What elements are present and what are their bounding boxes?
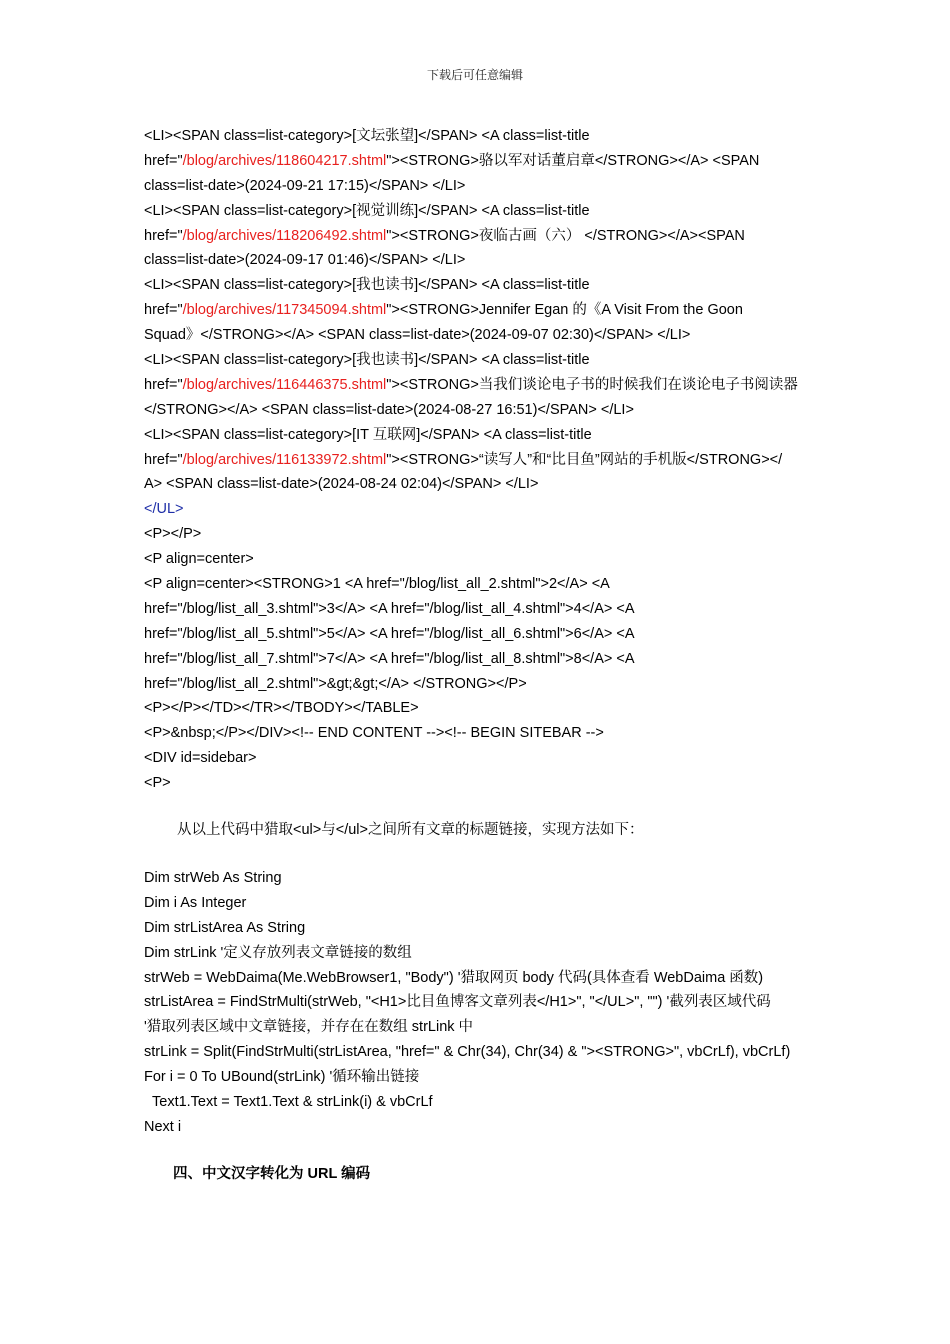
code-text: href=" [144,152,183,169]
code-line [144,298,824,323]
code-text: class=list-date>(2024-09-17 01:46)</SPAN> </LI> [144,252,466,269]
code-line [144,398,824,423]
code-line [144,721,824,746]
intro-paragraph: 从以上代码中猎取<ul>与</ul>之间所有文章的标题链接，实现方法如下： [177,822,644,838]
code-line [144,373,824,398]
section-heading: 四、中文汉字转化为 URL 编码 [173,1166,371,1182]
code-line [144,124,824,149]
code-text: "><STRONG>骆以军对话董启章</STRONG></A> <SPAN [386,152,760,169]
code-text: <LI><SPAN class=list-category>[IT 互联网]</SPAN> <A class=list-title [144,426,592,443]
vb-code-line: strLink = Split(FindStrMulti(strListArea, "href=" & Chr(34), Chr(34) & "><STRONG>", vbCrLf), vbCrLf) [144,1044,791,1061]
code-line [144,771,824,796]
code-line [144,323,824,348]
code-text: <LI><SPAN class=list-category>[我也读书]</SPAN> <A class=list-title [144,352,590,369]
code-text: "><STRONG>Jennifer Egan 的《A Visit From the Goon [386,302,743,319]
code-line [144,273,824,298]
code-text: href="/blog/list_all_7.shtml">7</A> <A href="/blog/list_all_8.shtml">8</A> <A [144,650,635,667]
code-text: <DIV id=sidebar> [144,750,257,767]
code-text: "><STRONG>“读写人”和“比目鱼”网站的手机版</STRONG></ [386,451,783,468]
code-text: <P align=center><STRONG>1 <A href="/blog/list_all_2.shtml">2</A> <A [144,576,610,593]
html-code-listing [144,124,824,796]
code-line [144,597,824,622]
code-text: <P> [144,775,171,792]
code-text: href="/blog/list_all_2.shtml">&gt;&gt;</A> </STRONG></P> [144,675,527,692]
vb-code-line: Dim strListArea As String [144,919,306,936]
code-line [144,472,824,497]
code-line [144,622,824,647]
code-text: </UL> [144,501,184,518]
code-line [144,149,824,174]
code-text: <LI><SPAN class=list-category>[文坛张望]</SPAN> <A class=list-title [144,128,590,144]
code-text: "><STRONG>当我们谈论电子书的时候我们在谈论电子书阅读器 [386,376,798,393]
code-link-url: /blog/archives/117345094.shtml [182,302,387,319]
code-text: <P align=center> [144,551,254,568]
code-line [144,348,824,373]
vb-code-line: Next i [144,1118,182,1135]
vb-code-line: Text1.Text = Text1.Text & strLink(i) & vbCrLf [152,1094,433,1111]
code-text: class=list-date>(2024-09-21 17:15)</SPAN> </LI> [144,177,466,194]
code-text: <LI><SPAN class=list-category>[我也读书]</SPAN> <A class=list-title [144,277,590,294]
code-link-url: /blog/archives/118206492.shtml [182,227,387,244]
vb-code-line: Dim i As Integer [144,894,247,911]
code-text: href=" [144,227,183,244]
code-line [144,746,824,771]
code-text: Squad》</STRONG></A> <SPAN class=list-date>(2024-09-07 02:30)</SPAN> </LI> [144,327,691,344]
code-line [144,199,824,224]
code-text: </STRONG></A> <SPAN class=list-date>(2024-08-27 16:51)</SPAN> </LI> [144,401,634,418]
code-line [144,672,824,697]
code-line [144,174,824,199]
code-link-url: /blog/archives/116446375.shtml [182,376,387,393]
code-line [144,522,824,547]
code-line [144,224,824,249]
code-line [144,248,824,273]
code-line [144,647,824,672]
code-text: href=" [144,302,183,319]
vb-code-line: Dim strLink '定义存放列表文章链接的数组 [144,944,412,961]
code-text: A> <SPAN class=list-date>(2024-08-24 02:04)</SPAN> </LI> [144,476,539,493]
code-text: <P>&nbsp;</P></DIV><!-- END CONTENT --><!-- BEGIN SITEBAR --> [144,725,604,742]
code-line [144,696,824,721]
vb-code-line: strWeb = WebDaima(Me.WebBrowser1, "Body") '猎取网页 body 代码(具体查看 WebDaima 函数) [144,969,764,986]
code-text: href=" [144,376,183,393]
vb-code-line: strListArea = FindStrMulti(strWeb, "<H1>比目鱼博客文章列表</H1>", "</UL>", "") '截列表区域代码 [144,994,771,1011]
code-text: href="/blog/list_all_3.shtml">3</A> <A href="/blog/list_all_4.shtml">4</A> <A [144,600,635,617]
vb-code-line: For i = 0 To UBound(strLink) '循环输出链接 [144,1069,420,1086]
code-line [144,572,824,597]
code-text: <LI><SPAN class=list-category>[视觉训练]</SPAN> <A class=list-title [144,202,590,219]
page-header-note: 下载后可任意编辑 [426,68,523,82]
vb-code-line: '猎取列表区域中文章链接，并存在在数组 strLink 中 [144,1019,474,1036]
code-text: href=" [144,451,183,468]
code-line [144,497,824,522]
code-link-url: /blog/archives/118604217.shtml [182,152,387,169]
vb-code-line: Dim strWeb As String [144,870,282,886]
code-line [144,547,824,572]
code-text: "><STRONG>夜临古画（六） </STRONG></A><SPAN [386,227,745,244]
code-link-url: /blog/archives/116133972.shtml [182,451,387,468]
code-text: <P></P></TD></TR></TBODY></TABLE> [144,700,419,717]
code-text: href="/blog/list_all_5.shtml">5</A> <A href="/blog/list_all_6.shtml">6</A> <A [144,625,635,642]
vb-code-listing [144,866,790,1140]
code-line [144,448,824,473]
code-text: <P></P> [144,526,202,543]
code-line [144,423,824,448]
